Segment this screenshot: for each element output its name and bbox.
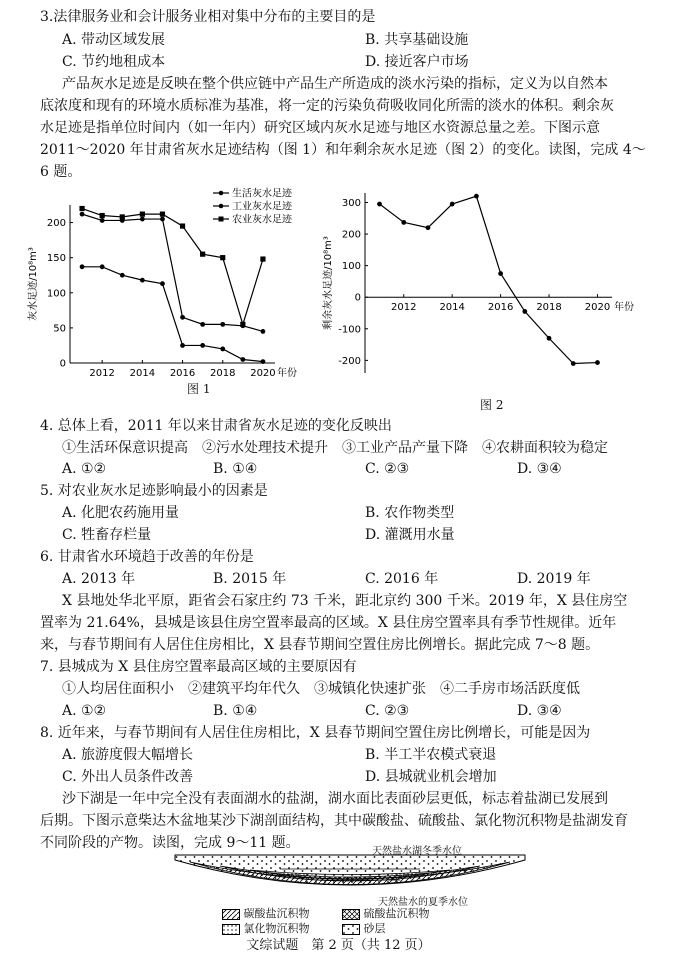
data-point — [220, 347, 225, 352]
data-point — [450, 202, 455, 207]
legend-label: 工业灰水足迹 — [232, 201, 292, 213]
x-tick-label: 2016 — [487, 302, 514, 314]
data-point — [522, 309, 527, 314]
legend-marker — [219, 191, 224, 196]
x-tick-label: 2020 — [250, 368, 276, 379]
x-tick-label: 2014 — [439, 302, 465, 314]
data-point — [377, 202, 382, 207]
intro1-line: 6 题。 — [40, 164, 82, 180]
y-axis-label: 灰水足迹/10⁸m³ — [28, 247, 39, 321]
q8-stem: 8. 近年来，与春节期间有人居住住房相比，X 县春节期间空置住房比例增长，可能是因为 — [40, 725, 591, 741]
q8-option-b: B. 半工半农模式衰退 — [365, 747, 497, 763]
figure-1 — [25, 183, 315, 387]
data-point — [240, 322, 245, 327]
data-point — [571, 361, 576, 366]
x-axis-unit: 年份 — [277, 368, 297, 379]
data-point — [79, 206, 84, 211]
sand-swatch — [342, 924, 360, 935]
y-tick-label: -200 — [338, 355, 361, 367]
series-line-1 — [380, 196, 598, 363]
intro1-line: 产品灰水足迹是反映在整个供应链中产品生产所造成的淡水污染的指标，定义为以自然本 — [62, 76, 608, 92]
q5-option-a: A. 化肥农药施用量 — [62, 505, 180, 521]
q4-option-d: D. ③④ — [517, 461, 562, 477]
data-point — [120, 273, 125, 278]
y-tick-label: 300 — [341, 197, 361, 209]
x-tick-label: 2014 — [129, 368, 156, 379]
chart-grey-water-structure — [25, 183, 315, 383]
lake-profile-diagram — [170, 852, 530, 900]
legend-label: 农业灰水足迹 — [232, 214, 292, 226]
y-tick-label: 0 — [59, 358, 66, 370]
q6-stem: 6. 甘肃省水环境趋于改善的年份是 — [40, 549, 254, 565]
data-point — [220, 322, 225, 327]
data-point — [200, 252, 205, 257]
q6-option-d: D. 2019 年 — [517, 571, 591, 587]
q7-stem: 7. 县城成为 X 县住房空置率最高区域的主要原因有 — [40, 659, 357, 675]
data-point — [140, 217, 145, 222]
data-point — [260, 256, 265, 261]
x-axis-unit: 年份 — [614, 302, 634, 314]
q4-option-c: C. ②③ — [365, 461, 410, 477]
chloride-swatch — [222, 924, 240, 935]
x-tick-label: 2020 — [584, 302, 611, 314]
q3-option-c: C. 节约地租成本 — [62, 54, 166, 70]
data-point — [426, 225, 431, 230]
data-point — [240, 357, 245, 362]
data-point — [140, 212, 145, 217]
legend-label: 生活灰水足迹 — [232, 188, 292, 200]
data-point — [498, 271, 503, 276]
q5-option-c: C. 牲畜存栏量 — [62, 527, 152, 543]
q3-option-b: B. 共享基础设施 — [365, 32, 469, 48]
q8-option-d: D. 县城就业机会增加 — [365, 769, 497, 785]
series-line-2 — [82, 267, 263, 362]
data-point — [160, 281, 165, 286]
q7-items: ①人均居住面积小 ②建筑平均年代久 ③城镇化快速扩张 ④二手房市场活跃度低 — [62, 681, 580, 697]
data-point — [140, 278, 145, 283]
y-tick-label: 150 — [46, 253, 66, 265]
q4-items: ①生活环保意识提高 ②污水处理技术提升 ③工业产品产量下降 ④农耕面积较为稳定 — [62, 440, 608, 456]
data-point — [474, 194, 479, 199]
q6-option-a: A. 2013 年 — [62, 571, 136, 587]
intro2-line: X 县地处华北平原，距省会石家庄约 73 千米，距北京约 300 千米。2019 年，X 县住房空 — [62, 593, 628, 609]
data-point — [100, 213, 105, 218]
x-tick-label: 2016 — [169, 368, 196, 379]
data-point — [401, 220, 406, 225]
intro1-line: 2011～2020 年甘肃省灰水足迹结构（图 1）和年剩余灰水足迹（图 2）的变化。读图，完成 4～ — [40, 142, 646, 158]
q3-option-a: A. 带动区域发展 — [62, 32, 166, 48]
q3-option-d: D. 接近客户市场 — [365, 54, 469, 70]
x-tick-label: 2012 — [391, 302, 417, 314]
sulfate-swatch — [342, 909, 360, 920]
data-point — [200, 322, 205, 327]
data-point — [160, 212, 165, 217]
q6-option-b: B. 2015 年 — [213, 571, 287, 587]
legend-marker — [219, 217, 224, 222]
data-point — [120, 214, 125, 219]
intro3-line: 沙下湖是一年中完全没有表面湖水的盐湖，湖水面比表面砂层更低，标志着盐湖已发展到 — [62, 791, 608, 807]
y-axis-label: 剩余灰水足迹/10⁸m³ — [323, 236, 334, 330]
q7-option-b: B. ①④ — [213, 703, 258, 719]
x-tick-label: 2012 — [89, 368, 115, 379]
legend-label: 碳酸盐沉积物 — [243, 907, 310, 920]
q5-option-b: B. 农作物类型 — [365, 505, 455, 521]
page-footer: 文综试题 第 2 页（共 12 页） — [246, 938, 431, 953]
figure-2 — [320, 183, 650, 387]
legend-label: 硫酸盐沉积物 — [363, 907, 430, 920]
q5-option-d: D. 灌溉用水量 — [365, 527, 455, 543]
winter-level-label: 天然盐水湖冬季水位 — [372, 846, 462, 857]
y-tick-label: 0 — [354, 292, 361, 304]
intro2-line: 来，与春节期间有人居住住房相比，X 县春节期间空置住房比例增长。据此完成 7～8 题。 — [40, 637, 600, 653]
legend-marker — [219, 204, 224, 209]
figure-2-caption: 图 2 — [480, 398, 504, 412]
data-point — [160, 217, 165, 222]
legend-sulfate — [342, 905, 430, 921]
intro1-line: 水足迹是指单位时间内（如一年内）研究区域内灰水足迹与地区水资源总量之差。下图示意 — [40, 120, 600, 136]
data-point — [261, 329, 266, 334]
x-tick-label: 2018 — [536, 302, 562, 314]
y-tick-label: 200 — [46, 218, 66, 230]
q8-option-a: A. 旅游度假大幅增长 — [62, 747, 194, 763]
q5-stem: 5. 对农业灰水足迹影响最小的因素是 — [40, 483, 268, 499]
data-point — [180, 343, 185, 348]
intro1-line: 底浓度和现有的环境水质标准为基准，将一定的污染负荷吸收同化所需的淡水的体积。剩余灰 — [40, 98, 614, 114]
data-point — [100, 264, 105, 269]
legend-carbonate — [222, 905, 310, 921]
data-point — [80, 212, 85, 217]
q7-option-d: D. ③④ — [517, 703, 562, 719]
intro3-line: 不同阶段的产物。读图，完成 9～11 题。 — [40, 835, 300, 851]
data-point — [261, 359, 266, 364]
carbonate-swatch — [222, 909, 240, 920]
y-tick-label: 50 — [53, 323, 66, 335]
y-tick-label: 100 — [46, 288, 66, 300]
q6-option-c: C. 2016 年 — [365, 571, 439, 587]
figure-1-caption: 图 1 — [187, 382, 211, 396]
q8-option-c: C. 外出人员条件改善 — [62, 769, 194, 785]
intro2-line: 置率为 21.64%，县城是该县住房空置率最高的区域。X 县住房空置率具有季节性规律。近年 — [40, 615, 617, 631]
q3-stem: 3.法律服务业和会计服务业相对集中分布的主要目的是 — [40, 9, 376, 25]
data-point — [180, 223, 185, 228]
q4-option-b: B. ①④ — [213, 461, 258, 477]
data-point — [80, 264, 85, 269]
data-point — [220, 255, 225, 260]
x-tick-label: 2018 — [210, 368, 236, 379]
data-point — [547, 336, 552, 341]
summer-level-label: 天然盐水的夏季水位 — [378, 897, 468, 908]
q7-option-c: C. ②③ — [365, 703, 410, 719]
q4-stem: 4. 总体上看，2011 年以来甘肃省灰水足迹的变化反映出 — [40, 418, 392, 434]
figure-3-lake-profile — [170, 852, 530, 904]
legend-label: 砂层 — [363, 922, 386, 935]
chart-surplus-grey-water — [320, 183, 650, 383]
data-point — [595, 360, 600, 365]
y-tick-label: -100 — [338, 324, 361, 336]
y-tick-label: 100 — [341, 261, 361, 273]
legend-label: 氯化物沉积物 — [243, 922, 310, 935]
data-point — [100, 218, 105, 223]
data-point — [180, 315, 185, 320]
intro3-line: 后期。下图示意柴达木盆地某沙下湖剖面结构，其中碳酸盐、硫酸盐、氯化物沉积物是盐湖发育 — [40, 813, 628, 829]
y-tick-label: 200 — [341, 229, 361, 241]
q4-option-a: A. ①② — [62, 461, 107, 477]
q7-option-a: A. ①② — [62, 703, 107, 719]
data-point — [200, 343, 205, 348]
